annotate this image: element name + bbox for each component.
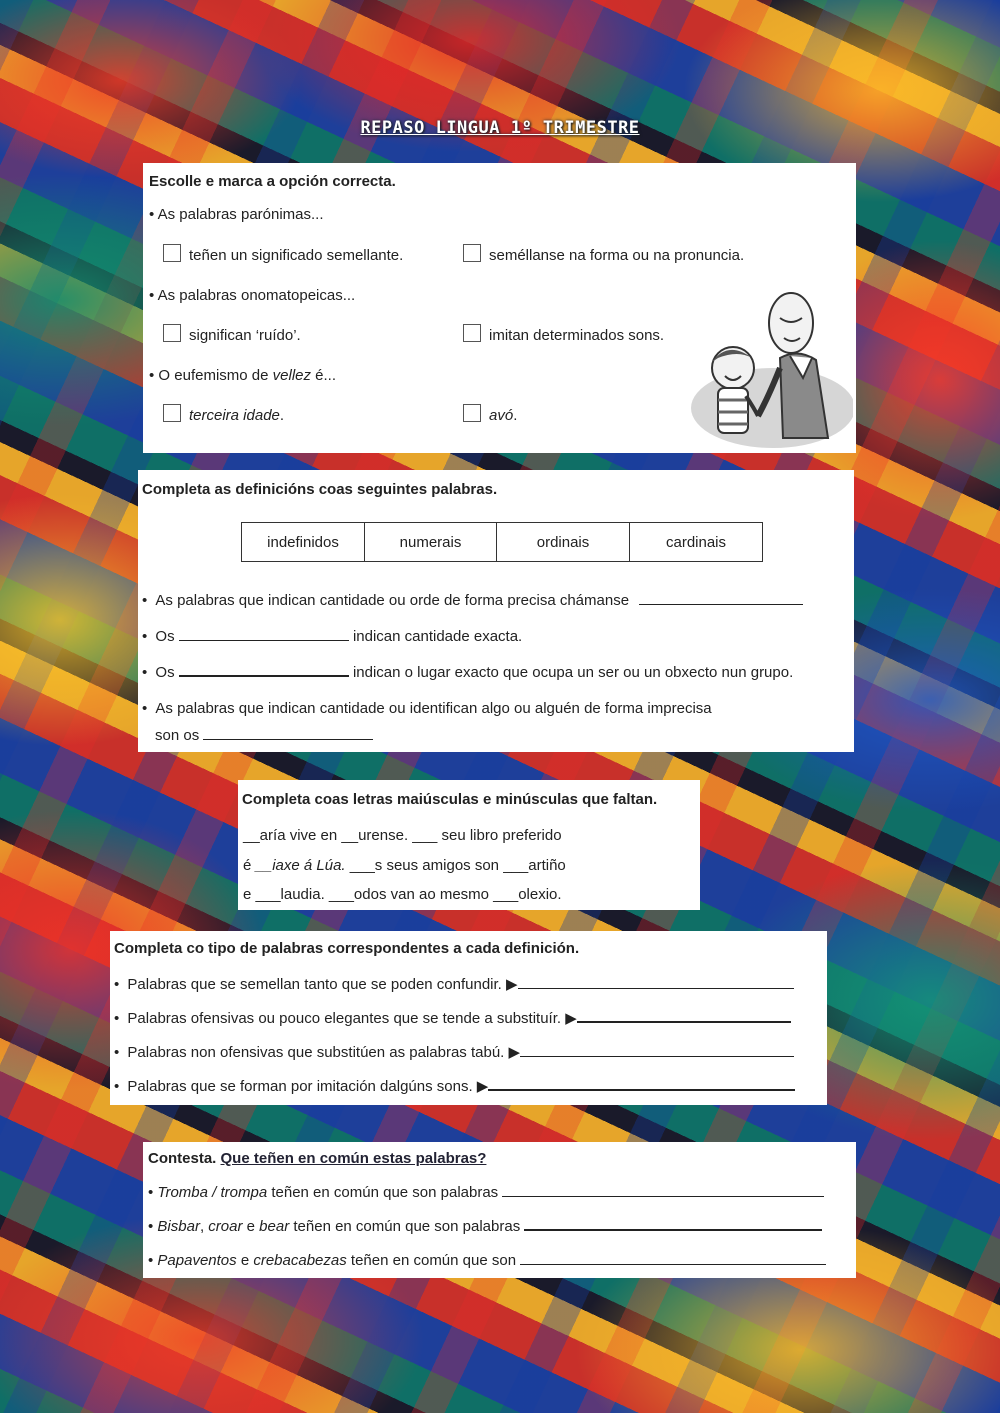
checkbox[interactable] xyxy=(163,404,181,422)
definition-line-1: • As palabras que indican cantidade ou orde de forma precisa chámanse xyxy=(142,592,803,609)
answer-blank[interactable] xyxy=(520,1055,794,1057)
grandfather-grandson-illustration xyxy=(688,288,853,448)
capitalization-section xyxy=(238,780,700,910)
word-bank xyxy=(241,522,763,562)
answer-blank[interactable] xyxy=(520,1263,826,1265)
answer-blank[interactable] xyxy=(639,603,803,605)
section-heading: Completa coas letras maiúsculas e minúsculas que faltan. xyxy=(242,791,658,808)
checkbox[interactable] xyxy=(463,404,481,422)
answer-blank[interactable] xyxy=(179,639,349,641)
option-label: significan ‘ruído’. xyxy=(189,327,301,344)
question-3: • O eufemismo de vellez é... xyxy=(149,367,337,384)
answer-blank[interactable] xyxy=(577,1020,791,1023)
sentence-row: __aría vive en __urense. ___ seu libro preferido xyxy=(243,827,562,844)
section-heading: Completa co tipo de palabras correspondentes a cada definición. xyxy=(114,940,580,957)
section-heading: Escolle e marca a opción correcta. xyxy=(149,173,396,190)
checkbox[interactable] xyxy=(463,244,481,262)
answer-blank[interactable] xyxy=(488,1088,795,1091)
option-1b[interactable] xyxy=(463,244,744,264)
question-item: • Papaventos e crebacabezas teñen en común que son xyxy=(148,1252,826,1269)
answer-blank[interactable] xyxy=(524,1228,822,1231)
checkbox[interactable] xyxy=(463,324,481,342)
question-item: • Bisbar, croar e bear teñen en común que son palabras xyxy=(148,1218,822,1235)
word-type-section xyxy=(110,931,827,1105)
option-1a[interactable] xyxy=(163,244,403,264)
option-label: avó xyxy=(489,407,514,424)
option-2a[interactable] xyxy=(163,324,301,344)
word-bank-item: indefinidos xyxy=(242,523,365,562)
definition-line-3: • Os indican o lugar exacto que ocupa un ser ou un obxecto nun grupo. xyxy=(142,664,794,681)
option-3a[interactable]: terceira idade. xyxy=(163,404,284,424)
option-2b[interactable] xyxy=(463,324,664,344)
sentence-row: e ___laudia. ___odos van ao mesmo ___olexio. xyxy=(243,886,562,903)
checkbox[interactable] xyxy=(163,244,181,262)
definition-line-4-cont: son os xyxy=(155,727,373,744)
question-text: As palabras parónimas... xyxy=(157,206,324,223)
option-3b[interactable]: avó. xyxy=(463,404,517,424)
definition-item: • Palabras ofensivas ou pouco elegantes que se tende a substituír. ▶ xyxy=(114,1009,791,1027)
question-text: As palabras onomatopeicas... xyxy=(157,287,356,304)
definition-item: • Palabras que se forman por imitación dalgúns sons. ▶ xyxy=(114,1077,795,1095)
checkbox[interactable] xyxy=(163,324,181,342)
word-bank-item: numerais xyxy=(365,523,497,562)
section-heading: Completa as definicións coas seguintes palabras. xyxy=(142,481,498,498)
definition-item: • Palabras que se semellan tanto que se poden confundir. ▶ xyxy=(114,975,794,993)
question-1: • As palabras parónimas... xyxy=(149,206,324,223)
answer-blank[interactable] xyxy=(518,987,794,989)
option-label: terceira idade xyxy=(189,407,280,424)
option-label: seméllanse na forma ou na pronuncia. xyxy=(489,247,745,264)
definition-item: • Palabras non ofensivas que substitúen as palabras tabú. ▶ xyxy=(114,1043,794,1061)
definition-line-4: • As palabras que indican cantidade ou identifican algo ou alguén de forma imprecisa xyxy=(142,700,712,717)
multiple-choice-section xyxy=(143,163,856,453)
answer-blank[interactable] xyxy=(502,1195,824,1197)
answer-blank[interactable] xyxy=(203,738,373,740)
option-label: teñen un significado semellante. xyxy=(189,247,404,264)
common-features-section xyxy=(143,1142,856,1278)
definition-line-2: • Os indican cantidade exacta. xyxy=(142,628,523,645)
answer-blank[interactable] xyxy=(179,674,349,677)
worksheet-title: REPASO LINGUA 1º TRIMESTRE xyxy=(360,118,640,138)
definitions-section xyxy=(138,470,854,752)
word-bank-item: cardinais xyxy=(630,523,763,562)
question-item: • Tromba / trompa teñen en común que son palabras xyxy=(148,1184,824,1201)
sentence-row: é __iaxe á Lúa. ___s seus amigos son ___artiño xyxy=(243,857,566,874)
option-label: imitan determinados sons. xyxy=(489,327,665,344)
word-bank-item: ordinais xyxy=(497,523,630,562)
question-2: • As palabras onomatopeicas... xyxy=(149,287,356,304)
section-heading: Contesta. Que teñen en común estas palabras? xyxy=(148,1150,487,1167)
